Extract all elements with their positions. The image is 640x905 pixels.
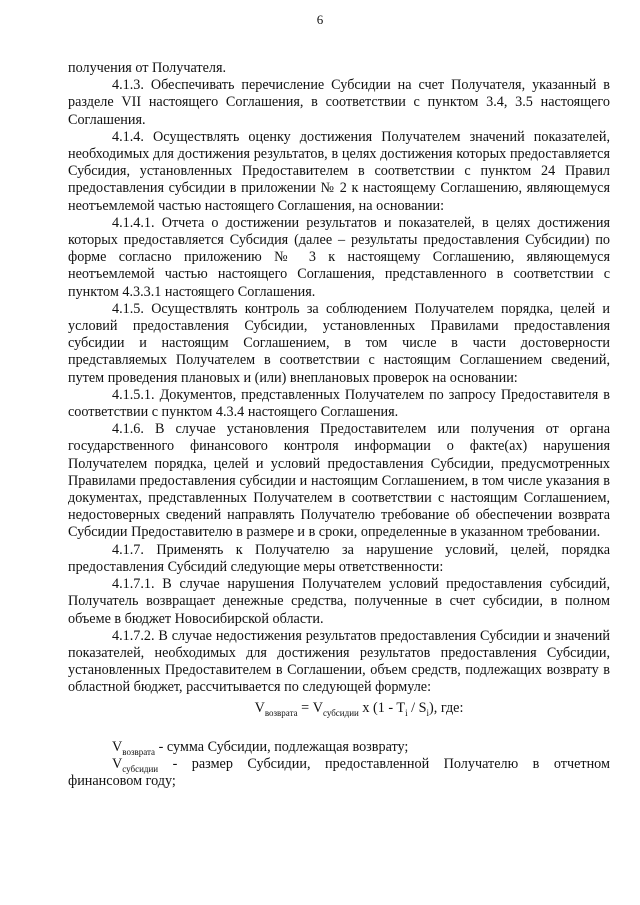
formula-tail: ), где: [429,699,464,716]
paragraph-4-1-7-1: 4.1.7.1. В случае нарушения Получателем условий предоставления субсидий, Получатель возвращает денежные средства, полученные в счет субсидии, в полном объеме в бюджет Новосибирской области. [68,576,610,627]
page-number: 6 [316,12,324,27]
paragraph-4-1-7-2: 4.1.7.2. В случае недостижения результатов предоставления Субсидии и значений показателей, необходимых для достижения результатов предоставления Субсидии, установленных Предоставителем в Соглашении, объем средств, подлежащих возврату в областной бюджет, рассчитывается по следующей формуле: [68,627,610,696]
paragraph-4-1-5: 4.1.5. Осуществлять контроль за соблюдением Получателем порядка, целей и условий предоставления Субсидии, установленных Правилами предоставления субсидии и настоящим Соглашением, в том числе в части достоверности представляемых Получателем в соответствии с настоящим Соглашением сведений, путем проведения плановых и (или) внеплановых проверок на основании: [68,300,610,386]
formula-s-sub: i [426,707,430,718]
spacer [68,717,610,739]
paragraph-4-1-4: 4.1.4. Осуществлять оценку достижения Получателем значений показателей, необходимых для достижения результатов, в целях достижения которых предоставляется Субсидия, установленных Предоставителем в соответствии с пунктом 24 Правил предоставления субсидии в приложении № 2 к настоящему Соглашению, являющемуся неотъемлемой частью настоящего Соглашения, на основании: [68,128,610,214]
refund-formula [68,700,610,717]
formula-v-refund-sub: возврата [264,707,298,718]
paragraph: получения от Получателя. [68,60,227,76]
definition-text: - размер Субсидии, предоставленной Получателю в отчетном финансовом году; [68,755,610,790]
document-body [68,60,610,790]
formula-v-refund: V [254,699,265,716]
paragraph-4-1-6: 4.1.6. В случае установления Предоставителем или получения от органа государственного финансового контроля информации о факте(ах) нарушения Получателем порядка, целей и условий предоставления Субсидии, предусмотренных Правилами предоставления субсидии и настоящим Соглашением, в том числе указания в документах, представленных Получателем в соответствии с настоящим Соглашением, недостоверных сведений направлять Получателю требование об обеспечении возврата Субсидии Предоставителю в размере и в сроки, определенные в указанном требовании. [68,421,610,541]
definition-symbol-sub: субсидии [122,763,159,774]
formula-v-subsidy: V [312,699,323,716]
paragraph-4-1-5-1: 4.1.5.1. Документов, представленных Получателем по запросу Предоставителя в соответствии с пунктом 4.3.4 настоящего Соглашения. [68,386,610,421]
formula-divide: / S [407,699,427,716]
definition-v-refund [68,739,610,756]
definition-symbol: V [112,755,123,772]
formula-multiplier: x (1 - T [358,699,406,716]
paragraph-4-1-4-1: 4.1.4.1. Отчета о достижении результатов и показателей, в целях достижения которых предоставляется Субсидия (далее – результаты предоставления Субсидии) по форме согласно приложению № 3 к настоящему Соглашению, являющемуся неотъемлемой частью настоящего Соглашения, представленного в соответствии с пунктом 4.3.3.1 настоящего Соглашения. [68,214,610,300]
formula-equals: = [297,699,313,716]
paragraph-4-1-7: 4.1.7. Применять к Получателю за нарушение условий, целей, порядка предоставления Субсидий следующие меры ответственности: [68,541,610,575]
definition-text: - сумма Субсидии, подлежащая возврату; [155,738,409,755]
definition-symbol: V [112,738,123,755]
formula-t-sub: i [405,707,408,718]
paragraph-4-1-3: 4.1.3. Обеспечивать перечисление Субсидии на счет Получателя, указанный в разделе VII настоящего Соглашения, в соответствии с пунктом 3.4, 3.5 настоящего Соглашения. [68,77,610,128]
definition-symbol-sub: возврата [122,746,156,757]
formula-v-subsidy-sub: субсидии [322,707,359,718]
definition-v-subsidy [68,756,610,790]
